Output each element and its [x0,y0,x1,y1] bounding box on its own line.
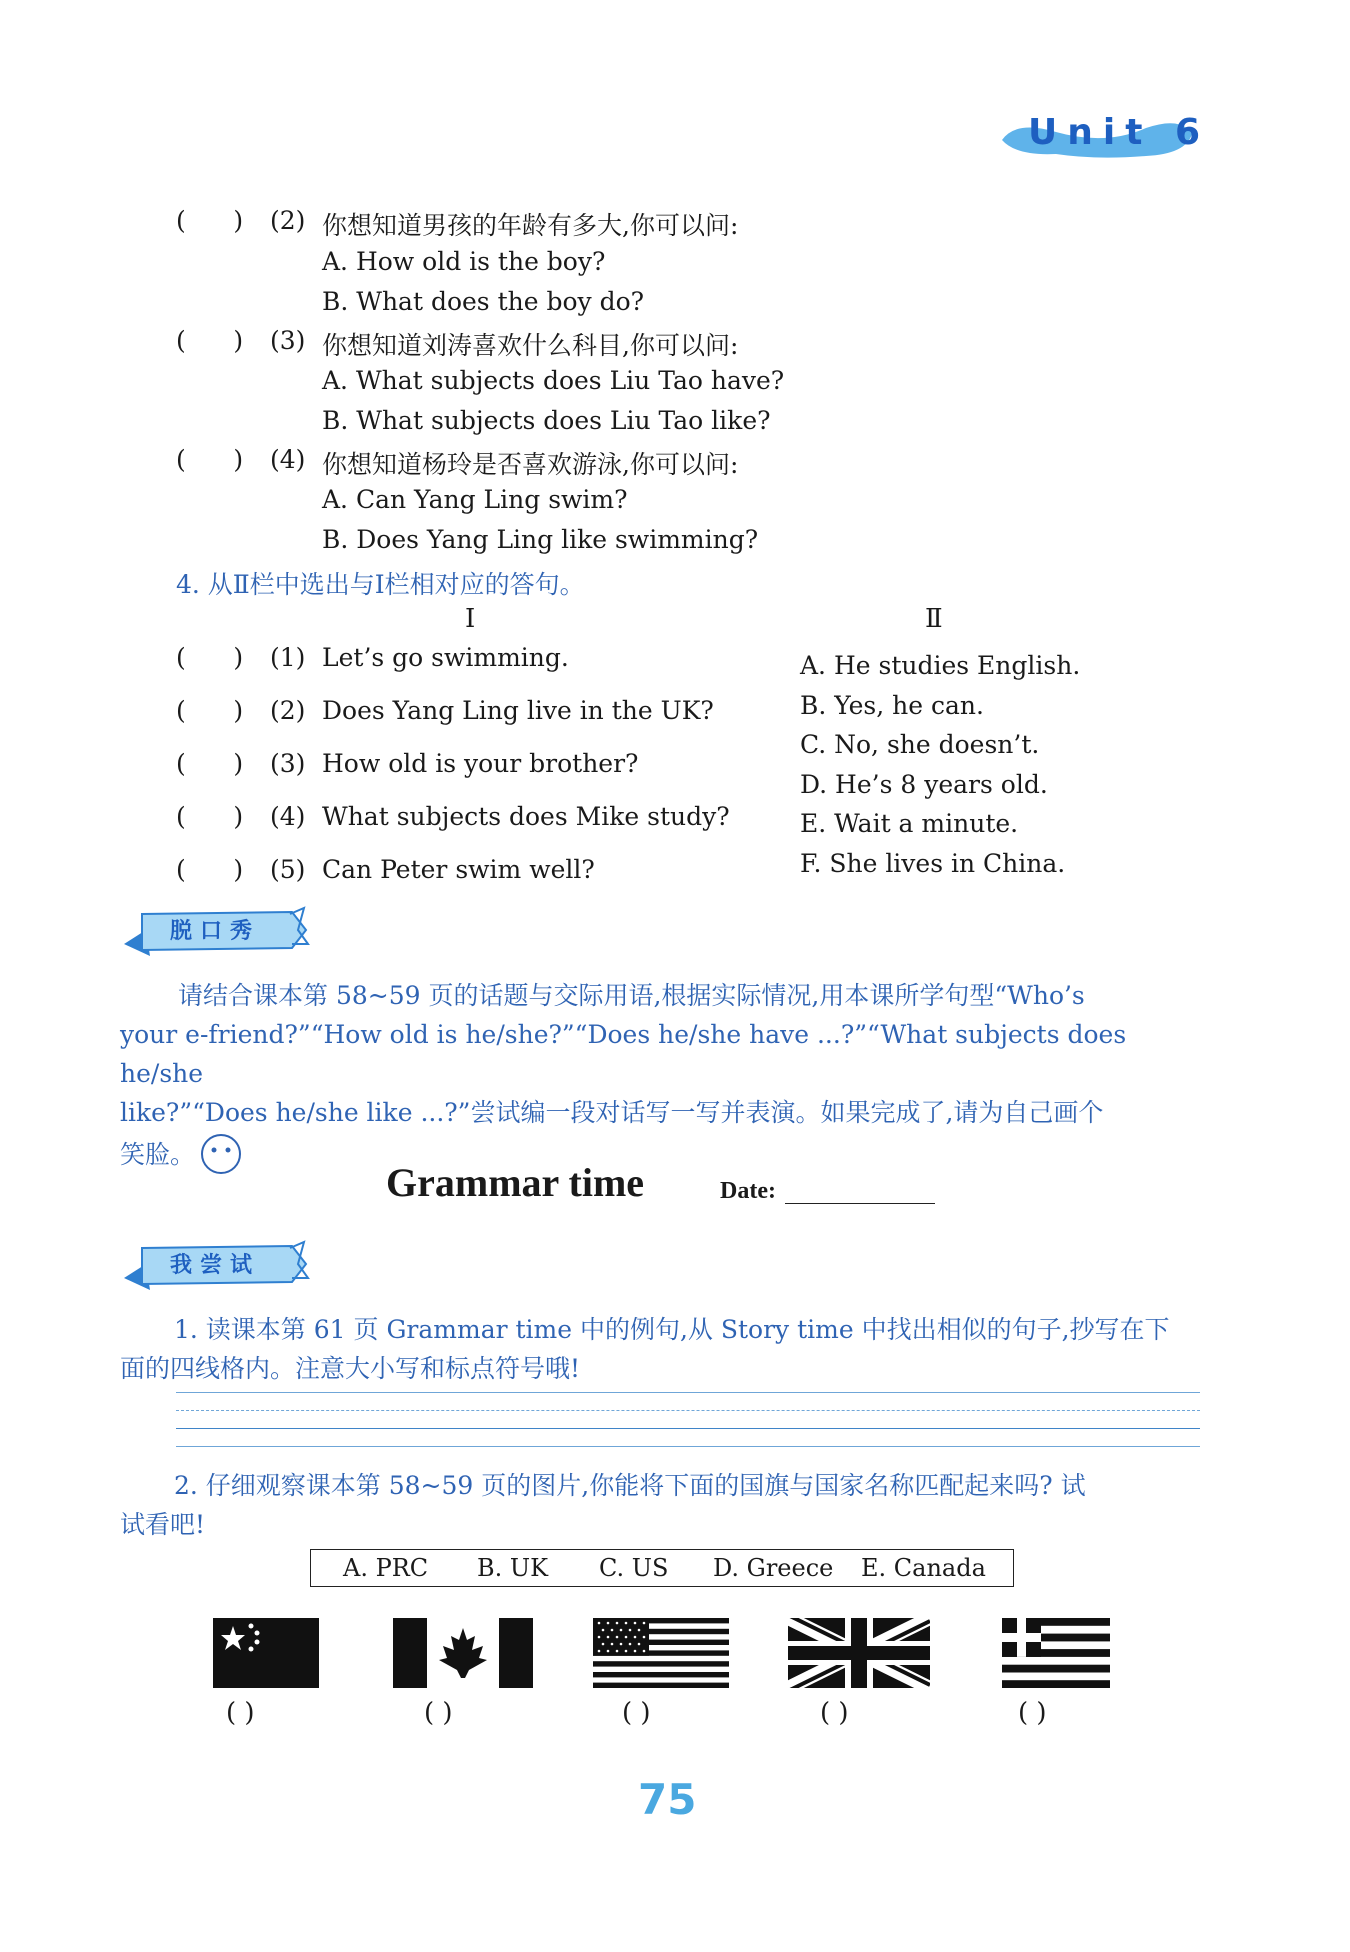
paragraph-line: 试看吧! [120,1510,206,1539]
unit-label: Unit 6 [1028,112,1210,153]
item-text: What subjects does Mike study? [322,802,730,831]
writing-line[interactable] [176,1410,1200,1411]
paragraph-line: 请结合课本第 58~59 页的话题与交际用语,根据实际情况,用本课所学句型“Who’s [178,981,1085,1010]
item-number: (4) [270,802,306,831]
answer-paren[interactable]: ( ) [176,206,244,235]
answer-option: F. She lives in China. [800,849,1066,878]
task2-paragraph [120,1466,1205,1544]
flag-answer-blank[interactable]: ( ) [1018,1698,1047,1728]
smiley-face-icon [199,1132,243,1176]
question-prompt: 你想知道刘涛喜欢什么科目,你可以问: [322,331,739,360]
date-input-line[interactable] [785,1203,935,1204]
paragraph-line: 笑脸。 [120,1139,196,1169]
question-number: (4) [270,445,306,474]
option-b: B. Does Yang Ling like swimming? [322,525,759,554]
item-number: (2) [270,696,306,725]
option-b: B. What subjects does Liu Tao like? [322,406,771,435]
option-a: A. How old is the boy? [322,247,606,276]
china-flag-icon [213,1618,319,1688]
flag-answer-blank[interactable]: ( ) [424,1698,453,1728]
question-number: (3) [270,326,306,355]
canada-flag-icon [393,1618,533,1688]
paragraph-line: your e-friend?”“How old is he/she?”“Does he/she have ...?”“What subjects does he/she [120,1020,1127,1088]
question-prompt: 你想知道杨玲是否喜欢游泳,你可以问: [322,450,739,479]
usa-flag-icon [593,1618,729,1688]
country-option: B. UK [477,1554,549,1582]
flag-answer-blank[interactable]: ( ) [622,1698,651,1728]
answer-paren[interactable]: ( ) [176,696,244,725]
date-label: Date: [720,1178,776,1204]
writing-line[interactable] [176,1428,1200,1429]
answer-paren[interactable]: ( ) [176,749,244,778]
answer-paren[interactable]: ( ) [176,326,244,355]
paragraph-line: like?”“Does he/she like ...?”尝试编一段对话写一写并表演。如果完成了,请为自己画个 [120,1098,1104,1127]
item-number: (1) [270,643,306,672]
paragraph-line: 1. 读课本第 61 页 Grammar time 中的例句,从 Story time 中找出相似的句子,抄写在下 [174,1315,1170,1344]
answer-option: C. No, she doesn’t. [800,730,1040,759]
answer-option: B. Yes, he can. [800,691,984,720]
section4-heading: 4. 从Ⅱ栏中选出与Ⅰ栏相对应的答句。 [176,570,585,599]
flag-answer-blank[interactable]: ( ) [226,1698,255,1728]
column-2-header: Ⅱ [925,604,943,634]
grammar-time-title: Grammar time [386,1160,645,1205]
talk-show-paragraph [120,976,1205,1176]
option-a: A. Can Yang Ling swim? [322,485,628,514]
country-option: C. US [599,1554,669,1582]
item-number: (5) [270,855,306,884]
item-number: (3) [270,749,306,778]
page-number: 75 [638,1775,697,1824]
uk-flag-icon [788,1618,930,1688]
answer-paren[interactable]: ( ) [176,643,244,672]
writing-line[interactable] [176,1392,1200,1393]
paragraph-line: 2. 仔细观察课本第 58~59 页的图片,你能将下面的国旗与国家名称匹配起来吗? 试 [174,1471,1086,1500]
answer-paren[interactable]: ( ) [176,445,244,474]
writing-line[interactable] [176,1446,1200,1447]
greece-flag-icon [1002,1618,1110,1688]
item-text: Does Yang Ling live in the UK? [322,696,714,725]
question-prompt: 你想知道男孩的年龄有多大,你可以问: [322,211,739,240]
talk-show-banner-label: 脱口秀 [170,919,261,944]
option-b: B. What does the boy do? [322,287,645,316]
try-banner-label: 我尝试 [170,1253,261,1278]
answer-paren[interactable]: ( ) [176,855,244,884]
answer-option: A. He studies English. [800,651,1081,680]
country-option: E. Canada [861,1554,986,1582]
flag-answer-blank[interactable]: ( ) [820,1698,849,1728]
answer-option: E. Wait a minute. [800,809,1019,838]
paragraph-line: 面的四线格内。注意大小写和标点符号哦! [120,1354,581,1383]
country-option: D. Greece [713,1554,834,1582]
option-a: A. What subjects does Liu Tao have? [322,366,785,395]
column-1-header: Ⅰ [465,604,476,634]
country-options-box [310,1549,1014,1587]
task1-paragraph [120,1310,1205,1388]
answer-paren[interactable]: ( ) [176,802,244,831]
item-text: Can Peter swim well? [322,855,595,884]
answer-option: D. He’s 8 years old. [800,770,1048,799]
question-number: (2) [270,206,306,235]
item-text: Let’s go swimming. [322,643,569,672]
country-option: A. PRC [343,1554,429,1582]
item-text: How old is your brother? [322,749,639,778]
